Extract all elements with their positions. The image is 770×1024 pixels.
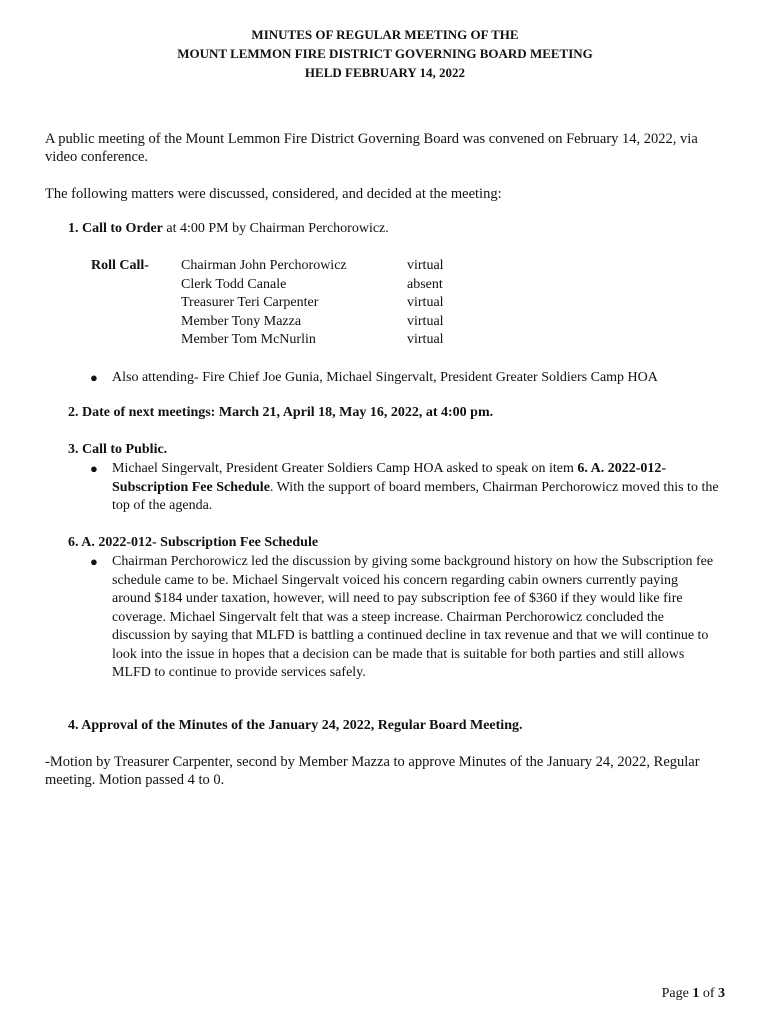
roll-member-name: Member Tom McNurlin bbox=[181, 332, 316, 347]
title-line-3: HELD FEBRUARY 14, 2022 bbox=[304, 65, 466, 80]
item-subscription-fee-label: 6. A. 2022-012- Subscription Fee Schedule bbox=[68, 535, 319, 550]
roll-member-status: virtual bbox=[407, 313, 444, 329]
item-approval-minutes-label: 4. Approval of the Minutes of the January 24, 2022, Regular Board Meeting. bbox=[68, 718, 523, 733]
call-to-public-text bbox=[112, 460, 720, 516]
item-call-to-order-label: 1. Call to Order bbox=[68, 221, 163, 236]
call-to-public-bold: 6. A. 2022-012- Subscription Fee Schedule bbox=[112, 461, 667, 495]
intro-paragraph: A public meeting of the Mount Lemmon Fire District Governing Board was convened on February 14, 2022, via video conference. bbox=[45, 131, 698, 165]
bullet-icon: ● bbox=[90, 461, 98, 476]
page-current: 1 bbox=[692, 986, 700, 1001]
roll-member-status: virtual bbox=[407, 258, 444, 273]
item-call-to-public bbox=[68, 441, 728, 460]
item-approval-minutes bbox=[68, 717, 738, 736]
page-number bbox=[662, 985, 725, 1003]
title-line-1: MINUTES OF REGULAR MEETING OF THE bbox=[251, 27, 519, 42]
roll-member-status: virtual bbox=[407, 332, 444, 347]
bullet-icon: ● bbox=[90, 554, 98, 569]
call-to-public-pre: Michael Singervalt, President Greater Soldiers Camp HOA asked to speak on item bbox=[112, 461, 578, 476]
intro-matters: The following matters were discussed, considered, and decided at the meeting: bbox=[45, 186, 502, 202]
item-call-to-public-label: 3. Call to Public. bbox=[68, 442, 168, 457]
item-next-meetings-text: 2. Date of next meetings: March 21, April 18, May 16, 2022, at 4:00 pm. bbox=[68, 405, 494, 420]
item-call-to-order-text: at 4:00 PM by Chairman Perchorowicz. bbox=[162, 221, 389, 236]
roll-member-status: virtual bbox=[407, 295, 444, 310]
roll-member-status: absent bbox=[407, 276, 443, 292]
page-total: 3 bbox=[718, 986, 725, 1001]
page-word: Page bbox=[661, 986, 693, 1001]
roll-call-names bbox=[181, 257, 407, 350]
subscription-fee-text: Chairman Perchorowicz led the discussion by giving some background history on how the Subscription fee schedule came to be. Michael Singervalt voiced his concern regarding cabin owners currently paying around $184 under taxation, however, will need to pay subscription fee of $360 if they would like fire coverage. Michael Singervalt felt that was a steep increase. Chairman Perchorowicz concluded the discussion by saying that MLFD is battling a continued decline in tax revenue and that we will continue to look into the issue in hopes that a decision can be made that is suitable for both parties and still allows MLFD to continue to provide services safely. bbox=[112, 554, 714, 680]
item-subscription-fee bbox=[68, 534, 728, 553]
page-of-word: of bbox=[699, 986, 718, 1001]
roll-member-name: Clerk Todd Canale bbox=[181, 276, 287, 292]
call-to-public-post: . With the support of board members, Chairman Perchorowicz moved this to the top of the agenda. bbox=[112, 479, 719, 513]
document-title bbox=[0, 25, 770, 82]
motion-paragraph: -Motion by Treasurer Carpenter, second by Member Mazza to approve Minutes of the January 24, 2022, Regular meeting. Motion passed 4 to 0. bbox=[45, 754, 700, 788]
roll-member-name: Chairman John Perchorowicz bbox=[181, 258, 347, 273]
title-line-2: MOUNT LEMMON FIRE DISTRICT GOVERNING BOARD MEETING bbox=[177, 46, 593, 61]
roll-call-statuses bbox=[407, 257, 487, 350]
roll-member-name: Member Tony Mazza bbox=[181, 313, 302, 329]
bullet-icon: ● bbox=[90, 370, 98, 385]
also-attending-text: Also attending- Fire Chief Joe Gunia, Michael Singervalt, President Greater Soldiers Camp HOA bbox=[112, 370, 658, 385]
item-next-meetings bbox=[68, 404, 728, 423]
roll-call-label: Roll Call- bbox=[91, 258, 149, 273]
roll-member-name: Treasurer Teri Carpenter bbox=[181, 295, 319, 310]
item-call-to-order bbox=[68, 220, 728, 239]
